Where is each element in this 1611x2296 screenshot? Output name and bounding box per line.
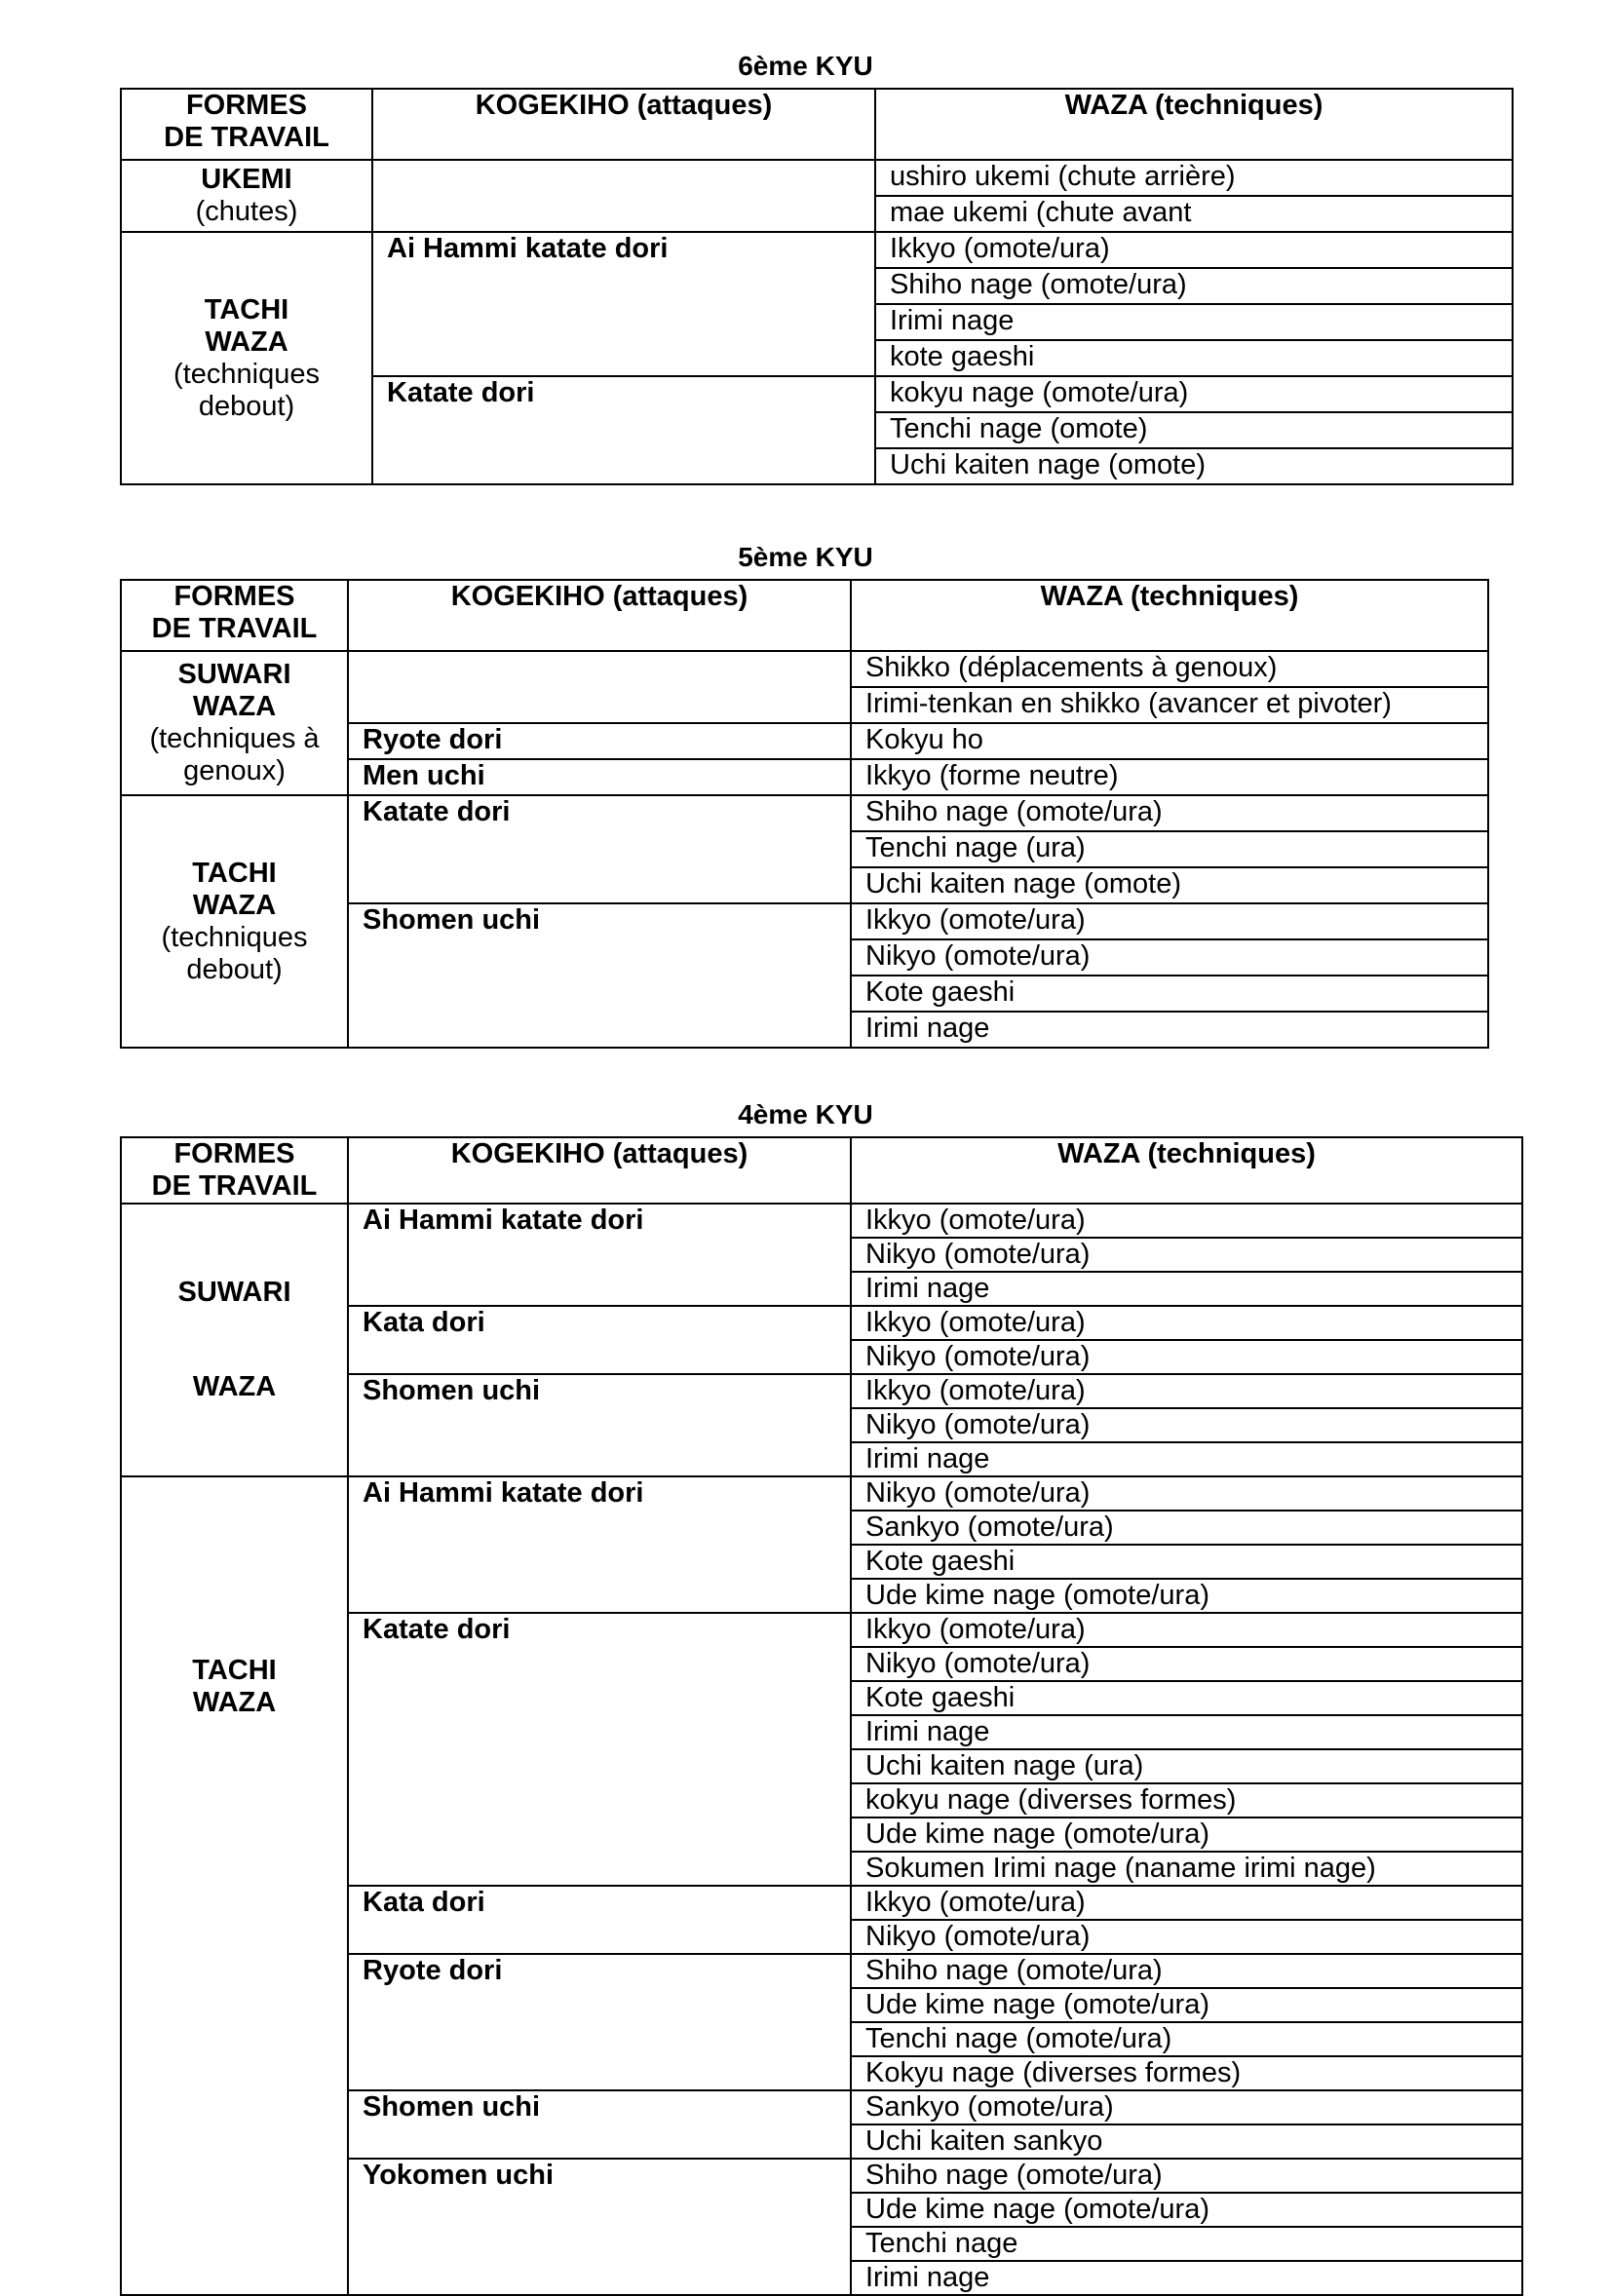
technique: Ikkyo (omote/ura)	[851, 1613, 1522, 1647]
title-4eme-kyu: 4ème KYU	[738, 1099, 873, 1129]
forme-ukemi: UKEMI (chutes)	[121, 160, 372, 232]
forme-tachi-waza: TACHI WAZA	[121, 1476, 348, 2295]
forme-tachi-waza: TACHI WAZA (techniques debout)	[121, 232, 372, 484]
technique: Kote gaeshi	[851, 976, 1488, 1012]
attack: Men uchi	[348, 759, 851, 795]
technique: Irimi nage	[875, 304, 1513, 340]
attack: Kata dori	[348, 1886, 851, 1954]
attack: Ai Hammi katate dori	[348, 1204, 851, 1306]
attack: Yokomen uchi	[348, 2159, 851, 2295]
technique: Uchi kaiten nage (ura)	[851, 1749, 1522, 1783]
technique: Nikyo (omote/ura)	[851, 1920, 1522, 1954]
technique: mae ukemi (chute avant	[875, 196, 1513, 232]
technique: kokyu nage (omote/ura)	[875, 376, 1513, 412]
technique: Ikkyo (omote/ura)	[851, 903, 1488, 939]
attack: Katate dori	[372, 376, 875, 484]
technique: Kokyu ho	[851, 723, 1488, 759]
attack: Shomen uchi	[348, 2090, 851, 2159]
technique: Nikyo (omote/ura)	[851, 939, 1488, 976]
header-formes: FORMES DE TRAVAIL	[121, 580, 348, 651]
forme-suwari-waza: SUWARI WAZA (techniques à genoux)	[121, 651, 348, 795]
header-waza: WAZA (techniques)	[875, 89, 1513, 160]
technique: Shikko (déplacements à genoux)	[851, 651, 1488, 687]
technique: Uchi kaiten sankyo	[851, 2124, 1522, 2159]
header-kogekiho: KOGEKIHO (attaques)	[372, 89, 875, 160]
technique: Nikyo (omote/ura)	[851, 1647, 1522, 1681]
forme-suwari-waza: SUWARI WAZA	[121, 1204, 348, 1476]
attack: Shomen uchi	[348, 1374, 851, 1476]
technique: Tenchi nage (ura)	[851, 831, 1488, 867]
technique: Ikkyo (omote/ura)	[875, 232, 1513, 268]
technique: Irimi nage	[851, 1012, 1488, 1048]
table-4eme-kyu	[120, 1136, 1523, 2296]
title-6eme-kyu: 6ème KYU	[738, 51, 873, 81]
attack: Kata dori	[348, 1306, 851, 1374]
technique: Ikkyo (omote/ura)	[851, 1306, 1522, 1340]
technique: Ude kime nage (omote/ura)	[851, 1988, 1522, 2022]
technique: kote gaeshi	[875, 340, 1513, 376]
technique: Irimi nage	[851, 1272, 1522, 1306]
attack: Shomen uchi	[348, 903, 851, 1048]
technique: Nikyo (omote/ura)	[851, 1408, 1522, 1442]
technique: Tenchi nage (omote/ura)	[851, 2022, 1522, 2056]
technique: Ikkyo (omote/ura)	[851, 1886, 1522, 1920]
technique: Uchi kaiten nage (omote)	[851, 867, 1488, 903]
technique: Tenchi nage	[851, 2227, 1522, 2261]
technique: Ikkyo (forme neutre)	[851, 759, 1488, 795]
header-waza: WAZA (techniques)	[851, 1137, 1522, 1204]
technique: Sankyo (omote/ura)	[851, 1511, 1522, 1545]
attack: Katate dori	[348, 795, 851, 903]
header-kogekiho: KOGEKIHO (attaques)	[348, 1137, 851, 1204]
technique: Shiho nage (omote/ura)	[851, 795, 1488, 831]
technique: Kokyu nage (diverses formes)	[851, 2056, 1522, 2090]
header-formes: FORMES DE TRAVAIL	[121, 89, 372, 160]
attack: Ryote dori	[348, 723, 851, 759]
header-kogekiho: KOGEKIHO (attaques)	[348, 580, 851, 651]
technique: Irimi nage	[851, 2261, 1522, 2295]
technique: Kote gaeshi	[851, 1681, 1522, 1715]
technique: Irimi nage	[851, 1715, 1522, 1749]
technique: Nikyo (omote/ura)	[851, 1238, 1522, 1272]
technique: Nikyo (omote/ura)	[851, 1340, 1522, 1374]
attack: Ai Hammi katate dori	[348, 1476, 851, 1613]
attack: Katate dori	[348, 1613, 851, 1886]
technique: Nikyo (omote/ura)	[851, 1476, 1522, 1511]
technique: kokyu nage (diverses formes)	[851, 1783, 1522, 1818]
technique: Irimi nage	[851, 1442, 1522, 1476]
technique: Sokumen Irimi nage (naname irimi nage)	[851, 1852, 1522, 1886]
technique: Tenchi nage (omote)	[875, 412, 1513, 448]
technique: Ikkyo (omote/ura)	[851, 1374, 1522, 1408]
technique: Sankyo (omote/ura)	[851, 2090, 1522, 2124]
technique: Shiho nage (omote/ura)	[851, 1954, 1522, 1988]
technique: Ikkyo (omote/ura)	[851, 1204, 1522, 1238]
technique: Irimi-tenkan en shikko (avancer et pivoter)	[851, 687, 1488, 723]
technique: Kote gaeshi	[851, 1545, 1522, 1579]
forme-tachi-waza: TACHI WAZA (techniques debout)	[121, 795, 348, 1048]
attack: Ryote dori	[348, 1954, 851, 2090]
header-waza: WAZA (techniques)	[851, 580, 1488, 651]
technique: ushiro ukemi (chute arrière)	[875, 160, 1513, 196]
title-5eme-kyu: 5ème KYU	[738, 542, 873, 572]
technique: Ude kime nage (omote/ura)	[851, 1818, 1522, 1852]
attack: Ai Hammi katate dori	[372, 232, 875, 376]
technique: Shiho nage (omote/ura)	[851, 2159, 1522, 2193]
technique: Uchi kaiten nage (omote)	[875, 448, 1513, 484]
technique: Shiho nage (omote/ura)	[875, 268, 1513, 304]
technique: Ude kime nage (omote/ura)	[851, 1579, 1522, 1613]
technique: Ude kime nage (omote/ura)	[851, 2193, 1522, 2227]
header-formes: FORMES DE TRAVAIL	[121, 1137, 348, 1204]
